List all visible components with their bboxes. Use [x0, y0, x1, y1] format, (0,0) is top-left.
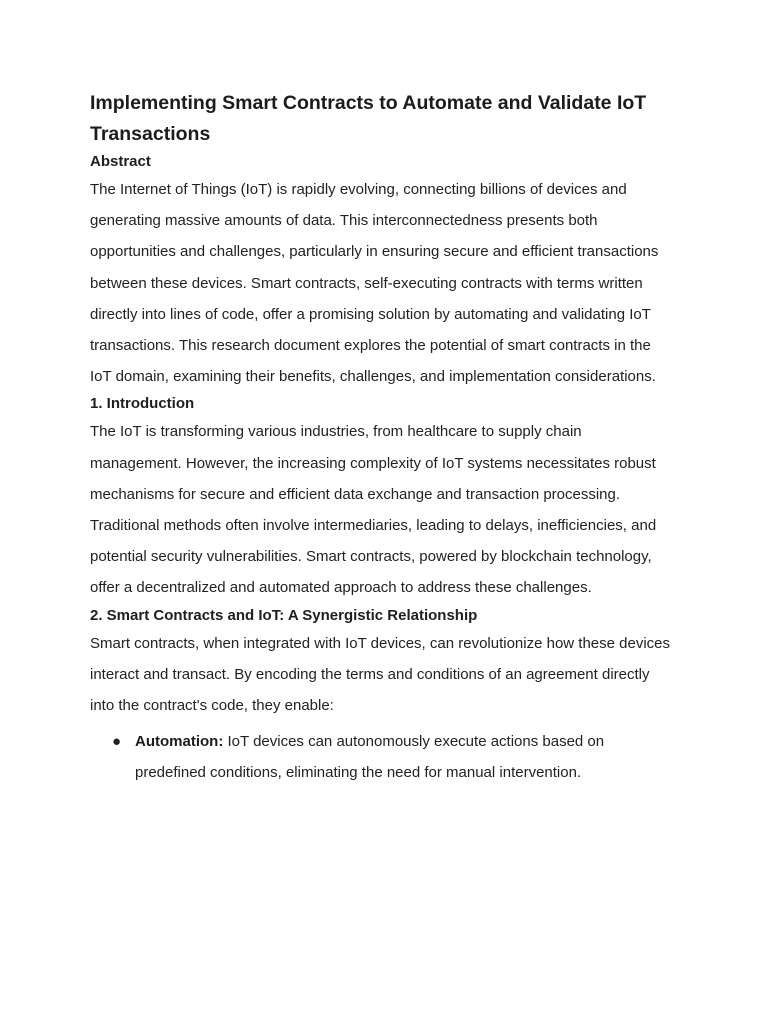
introduction-heading: 1. Introduction [90, 395, 195, 413]
bullet-text: IoT devices can autonomously execute actions based on predefined conditions, eliminating the need for manual intervention. [135, 733, 605, 782]
abstract-heading: Abstract [90, 153, 151, 170]
benefits-list [90, 726, 676, 788]
abstract-paragraph: The Internet of Things (IoT) is rapidly evolving, connecting billions of devices and generating massive amounts of data. This interconnectedness presents both opportunities and challenges, particularly in ensuring secure and efficient transactions between these devices. Smart contracts, self-executing contracts with terms written directly into lines of code, offer a promising solution by automating and validating IoT transactions. This research document explores the potential of smart contracts in the IoT domain, examining their benefits, challenges, and implementation considerations. [90, 181, 659, 386]
synergy-heading: 2. Smart Contracts and IoT: A Synergistic Relationship [90, 606, 478, 624]
list-item [90, 726, 676, 788]
document-title: Implementing Smart Contracts to Automate and Validate IoT Transactions [90, 92, 647, 145]
synergy-paragraph: Smart contracts, when integrated with IoT devices, can revolutionize how these devices interact and transact. By encoding the terms and conditions of an agreement directly into the contract's code, they enable: [90, 634, 671, 715]
bullet-term: Automation: [135, 733, 224, 751]
bullet-icon: ● [112, 733, 122, 751]
introduction-paragraph: The IoT is transforming various industries, from healthcare to supply chain management. However, the increasing complexity of IoT systems necessitates robust mechanisms for secure and efficient data exchange and transaction processing. Traditional methods often involve intermediaries, leading to delays, inefficiencies, and potential security vulnerabilities. Smart contracts, powered by blockchain technology, offer a decentralized and automated approach to address these challenges. [90, 423, 657, 597]
